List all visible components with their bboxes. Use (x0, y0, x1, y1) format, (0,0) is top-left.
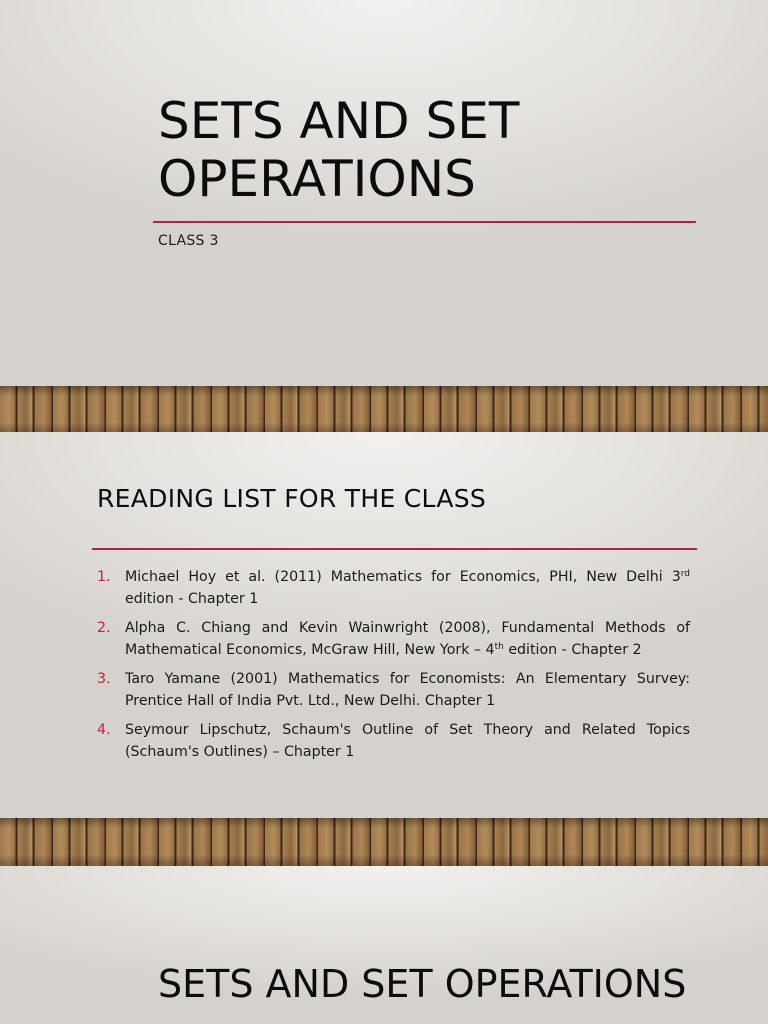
reading-list-item (97, 566, 690, 610)
wood-floor-divider (0, 386, 768, 432)
reference-text-tail: edition - Chapter 1 (125, 591, 259, 607)
reading-list-item (97, 668, 690, 712)
slide-title: SETS AND SET OPERATIONS (158, 92, 520, 208)
reference-text-tail: edition - Chapter 2 (503, 642, 642, 658)
list-number: 4. (97, 722, 111, 738)
reading-list-item (97, 719, 690, 763)
slide-2 (0, 432, 768, 818)
slide-3 (0, 866, 768, 1024)
list-number: 1. (97, 569, 111, 585)
heading-divider (92, 548, 697, 550)
reference-text: Michael Hoy et al. (2011) Mathematics for Economics, PHI, New Delhi 3 (125, 569, 681, 585)
reading-list (97, 566, 690, 770)
title-divider (153, 221, 696, 223)
reference-text: Seymour Lipschutz, Schaum's Outline of Set Theory and Related Topics (Schaum's Outlines) – Chapter 1 (125, 722, 690, 760)
reference-superscript: rd (680, 569, 690, 579)
slide-subtitle: CLASS 3 (158, 233, 219, 249)
wood-floor-divider (0, 818, 768, 866)
slide-1 (0, 0, 768, 386)
list-number: 2. (97, 620, 111, 636)
slide-heading: READING LIST FOR THE CLASS (97, 484, 487, 513)
list-number: 3. (97, 671, 111, 687)
reference-text: Alpha C. Chiang and Kevin Wainwright (2008), Fundamental Methods of Mathematical Economics, McGraw Hill, New York – 4 (125, 620, 690, 658)
reference-superscript: th (494, 642, 504, 652)
reading-list-item (97, 617, 690, 661)
reference-text: Taro Yamane (2001) Mathematics for Economists: An Elementary Survey: Prentice Hall of India Pvt. Ltd., New Delhi. Chapter 1 (125, 671, 690, 709)
slide-title: SETS AND SET OPERATIONS (158, 962, 687, 1006)
